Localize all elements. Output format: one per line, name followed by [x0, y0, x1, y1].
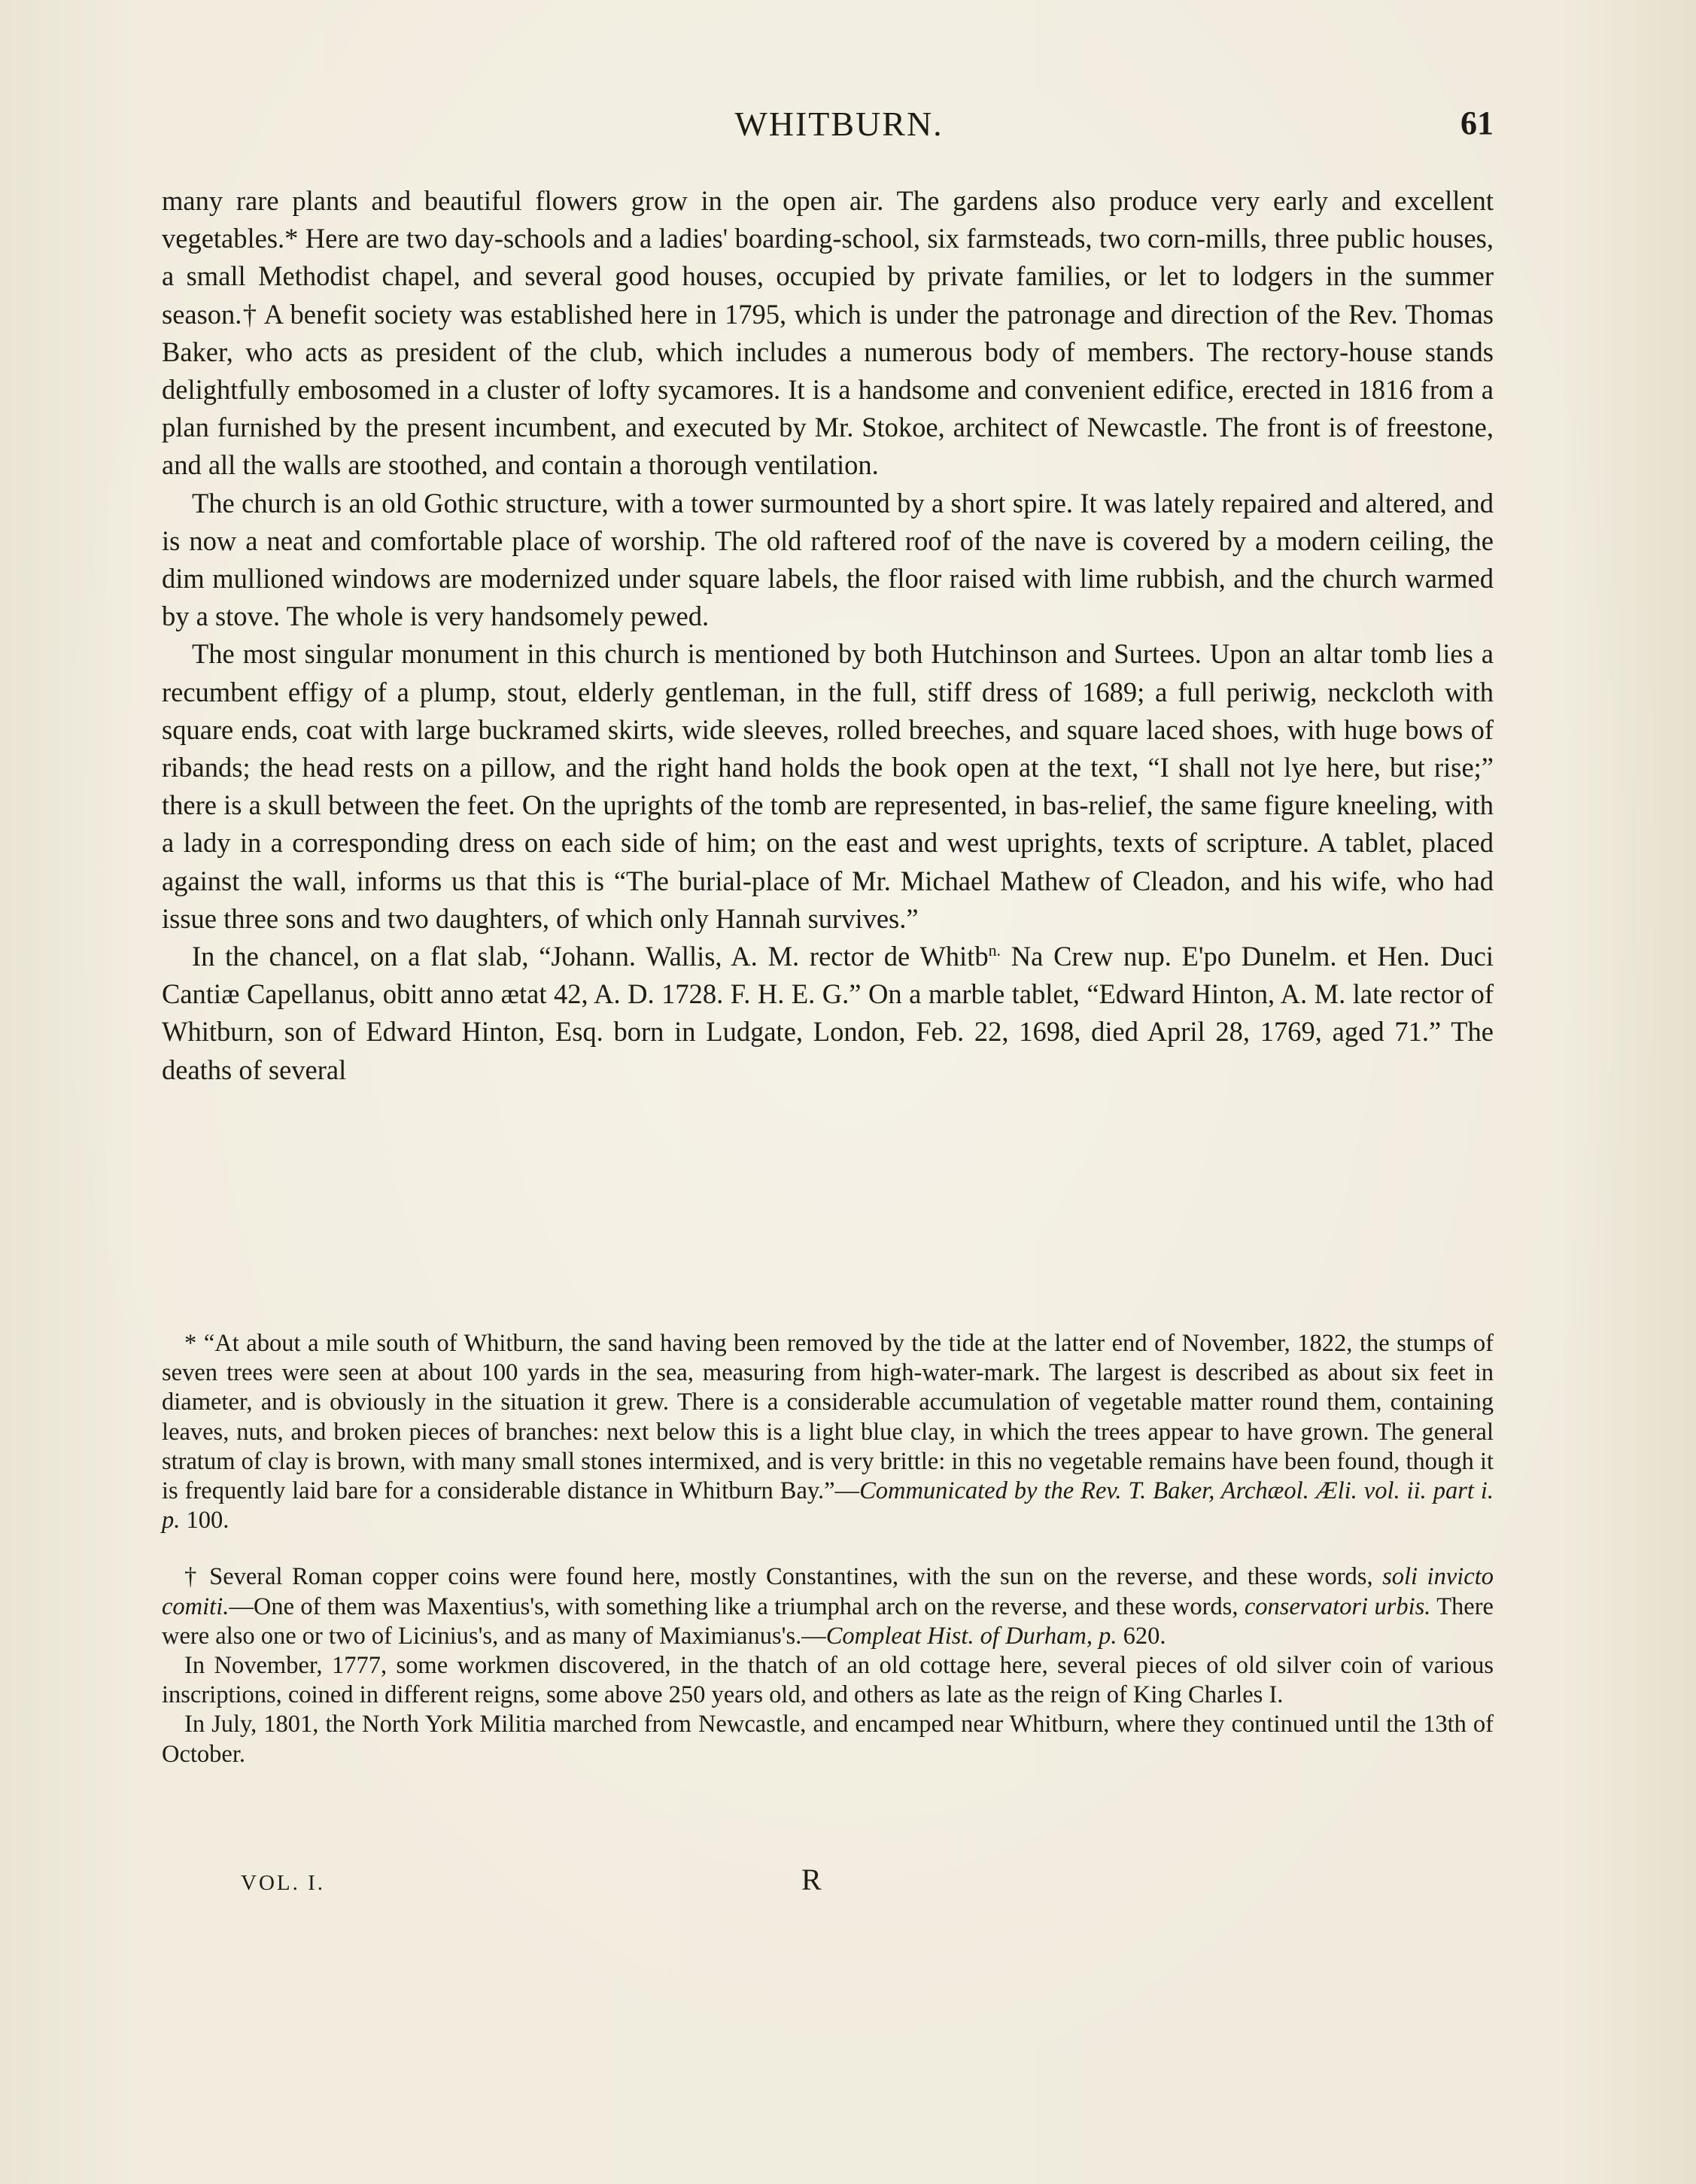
chancel-superscript: n.: [988, 940, 1001, 960]
page-number: 61: [1460, 105, 1494, 141]
footnote-star-citation-page: 100.: [180, 1507, 229, 1535]
footnote-dagger-citation-page: 620.: [1117, 1622, 1166, 1650]
footnote-militia-1801: In July, 1801, the North York Militia marched from Newcastle, and encamped near Whitburn, where they continued until the 13th of October.: [162, 1711, 1494, 1768]
footnote-coins-1777: In November, 1777, some workmen discovered, in the thatch of an old cottage here, several pieces of old silver coin of various inscriptions, coined in different reigns, some above 250 years old, and others as late as the reign of King Charles I.: [162, 1652, 1494, 1709]
footnote-dagger-text-1: † Several Roman copper coins were found here, mostly Constantines, with the sun on the reverse, and these words,: [184, 1563, 1383, 1591]
footnote-dagger-latin-1: soli invicto comiti.: [162, 1563, 1494, 1620]
paragraph-gardens: many rare plants and beautiful flowers grow in the open air. The gardens also produce very early and excellent vegetables.* Here are two day-schools and a ladies' boarding-school, six farmsteads, two corn-mills, three public houses, a small Methodist chapel, and several good houses, occupied by private families, or let to lodgers in the summer season.† A benefit society was established here in 1795, which is under the patronage and direction of the Rev. Thomas Baker, who acts as president of the club, which includes a numerous body of members. The rectory-house stands delightfully embosomed in a cluster of lofty sycamores. It is a handsome and convenient edifice, erected in 1816 from a plan furnished by the present incumbent, and executed by Mr. Stokoe, architect of Newcastle. The front is of freestone, and all the walls are stoothed, and contain a thorough ventilation.: [162, 185, 1494, 481]
footnote-star: [162, 1329, 1494, 1535]
footnote-dagger: [162, 1562, 1494, 1651]
page-footer: [162, 1862, 1494, 1900]
paragraph-church: The church is an old Gothic structure, with a tower surmounted by a short spire. It was lately repaired and altered, and is now a neat and comfortable place of worship. The old raftered roof of the nave is covered by a modern ceiling, the dim mullioned windows are modernized under square labels, the floor raised with lime rubbish, and the church warmed by a stove. The whole is very handsomely pewed.: [162, 487, 1494, 632]
volume-label: VOL. I.: [241, 1871, 326, 1895]
chancel-text-start: In the chancel, on a flat slab, “Johann. Wallis, A. M. rector de Whitb: [192, 941, 989, 972]
main-text: [162, 182, 1494, 1089]
signature-mark: R: [801, 1863, 822, 1897]
footnote-dagger-latin-2: conservatori urbis.: [1244, 1592, 1431, 1620]
running-title: WHITBURN.: [734, 105, 944, 143]
running-head: [162, 104, 1494, 149]
paragraph-chancel: [162, 938, 1494, 1089]
footnote-dagger-text-2: —One of them was Maxentius's, with something like a triumphal arch on the reverse, and these words,: [229, 1592, 1245, 1620]
footnote-star-citation: Communicated by the Rev. T. Baker, Archæol. Æli. vol. ii. part i. p.: [162, 1477, 1494, 1535]
paragraph-monument: The most singular monument in this church is mentioned by both Hutchinson and Surtees. Upon an altar tomb lies a recumbent effigy of a plump, stout, elderly gentleman, in the full, stiff dress of 1689; a full periwig, neckcloth with square ends, coat with large buckramed skirts, wide sleeves, rolled breeches, and square laced shoes, with huge bows of ribands; the head rests on a pillow, and the right hand holds the book open at the text, “I shall not lye here, but rise;” there is a skull between the feet. On the uprights of the tomb are represented, in bas-relief, the same figure kneeling, with a lady in a corresponding dress on each side of him; on the east and west uprights, texts of scripture. A tablet, placed against the wall, informs us that this is “The burial-place of Mr. Michael Mathew of Cleadon, and his wife, who had issue three sons and two daughters, of which only Hannah survives.”: [162, 638, 1494, 934]
footnote-star-text: * “At about a mile south of Whitburn, the sand having been removed by the tide at the latter end of November, 1822, the stumps of seven trees were seen at about 100 yards in the sea, measuring from high-water-mark. The largest is described as about six feet in diameter, and is obviously in the situation it grew. There is a considerable accumulation of vegetable matter round them, containing leaves, nuts, and broken pieces of branches: next below this is a light blue clay, in which the trees appear to have grown. The general stratum of clay is brown, with many small stones intermixed, and is very brittle: in this no vegetable remains have been found, though it is frequently laid bare for a considerable distance in Whitburn Bay.”—: [162, 1330, 1494, 1505]
chancel-text-end: Na Crew nup. E'po Dunelm. et Hen. Duci Cantiæ Capellanus, obitt anno ætat 42, A. D. 1728. F. H. E. G.” On a marble tablet, “Edward Hinton, A. M. late rector of Whitburn, son of Edward Hinton, Esq. born in Ludgate, London, Feb. 22, 1698, died April 28, 1769, aged 71.” The deaths of several: [162, 941, 1494, 1085]
footnotes: [162, 1329, 1494, 1769]
footnote-dagger-citation: Compleat Hist. of Durham, p.: [825, 1622, 1117, 1650]
footnote-dagger-text-3: There were also one or two of Licinius's, and as many of Maximianus's.—: [162, 1592, 1494, 1650]
